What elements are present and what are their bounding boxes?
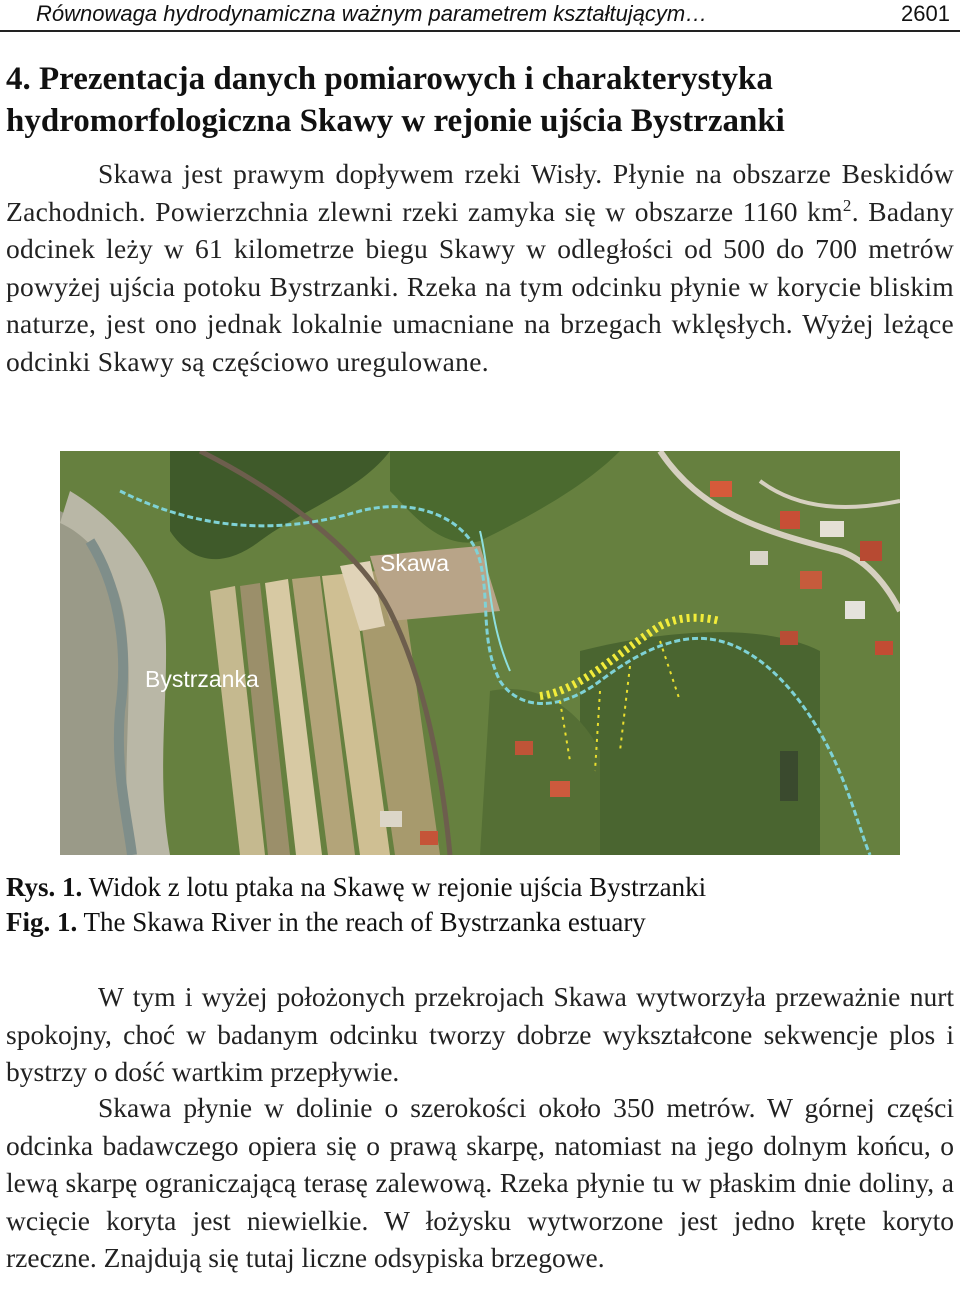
- aerial-photo-figure: [60, 451, 900, 855]
- map-label-bystrzanka: Bystrzanka: [145, 666, 259, 692]
- aerial-photo: [60, 451, 900, 855]
- figure-caption-pl-label: Rys. 1.: [6, 872, 83, 902]
- figure-caption-pl: [6, 870, 706, 904]
- paragraph-flow: [6, 978, 954, 1091]
- page-number: 2601: [901, 1, 950, 26]
- paragraph-intro: [6, 155, 954, 380]
- figure-caption-en: [6, 905, 646, 939]
- section-title: 4. Prezentacja danych pomiarowych i charakterystyka hydromorfologiczna Skawy w rejonie ujścia Bystrzanki: [6, 61, 785, 139]
- figure-caption-en-text: The Skawa River in the reach of Bystrzanka estuary: [77, 907, 646, 937]
- running-title: Równowaga hydrodynamiczna ważnym parametrem kształtującym…: [36, 1, 708, 26]
- running-header: [0, 0, 960, 32]
- paragraph-intro-text-a: Skawa jest prawym dopływem rzeki Wisły. Płynie na obszarze Beskidów Zachodnich. Powierzchnia zlewni rzeki zamyka się w obszarze 1160 km: [6, 158, 954, 227]
- paragraph-valley-text: Skawa płynie w dolinie o szerokości około 350 metrów. W górnej części odcinka badawczego opiera się o prawą skarpę, natomiast na jego dolnym końcu, o lewą skarpę ograniczającą terasę zalewową. Rzeka płynie tu w płaskim dnie doliny, a wcięcie koryta jest niewielkie. W łożysku wytworzone jest jedno kręte koryto rzeczne. Znajdują się tutaj liczne odsypiska brzegowe.: [6, 1092, 954, 1273]
- superscript-unit: 2: [842, 195, 852, 215]
- paragraph-flow-text: W tym i wyżej położonych przekrojach Skawa wytworzyła przeważnie nurt spokojny, choć w badanym odcinku tworzy dobrze wykształcone sekwencje plos i bystrzy o dość wartkim przepływie.: [6, 981, 954, 1087]
- figure-caption-en-label: Fig. 1.: [6, 907, 78, 937]
- map-label-skawa: Skawa: [380, 550, 450, 576]
- paragraph-intro-text-b: . Badany odcinek leży w 61 kilometrze biegu Skawy w odległości od 500 do 700 metrów powyżej ujścia potoku Bystrzanki. Rzeka na tym odcinku płynie w korycie bliskim naturze, jest ono jednak lokalnie umacniane na brzegach wklęsłych. Wyżej leżące odcinki Skawy są częściowo uregulowane.: [6, 195, 954, 377]
- paragraph-valley: [6, 1089, 954, 1277]
- figure-caption-pl-text: Widok z lotu ptaka na Skawę w rejonie ujścia Bystrzanki: [82, 872, 707, 902]
